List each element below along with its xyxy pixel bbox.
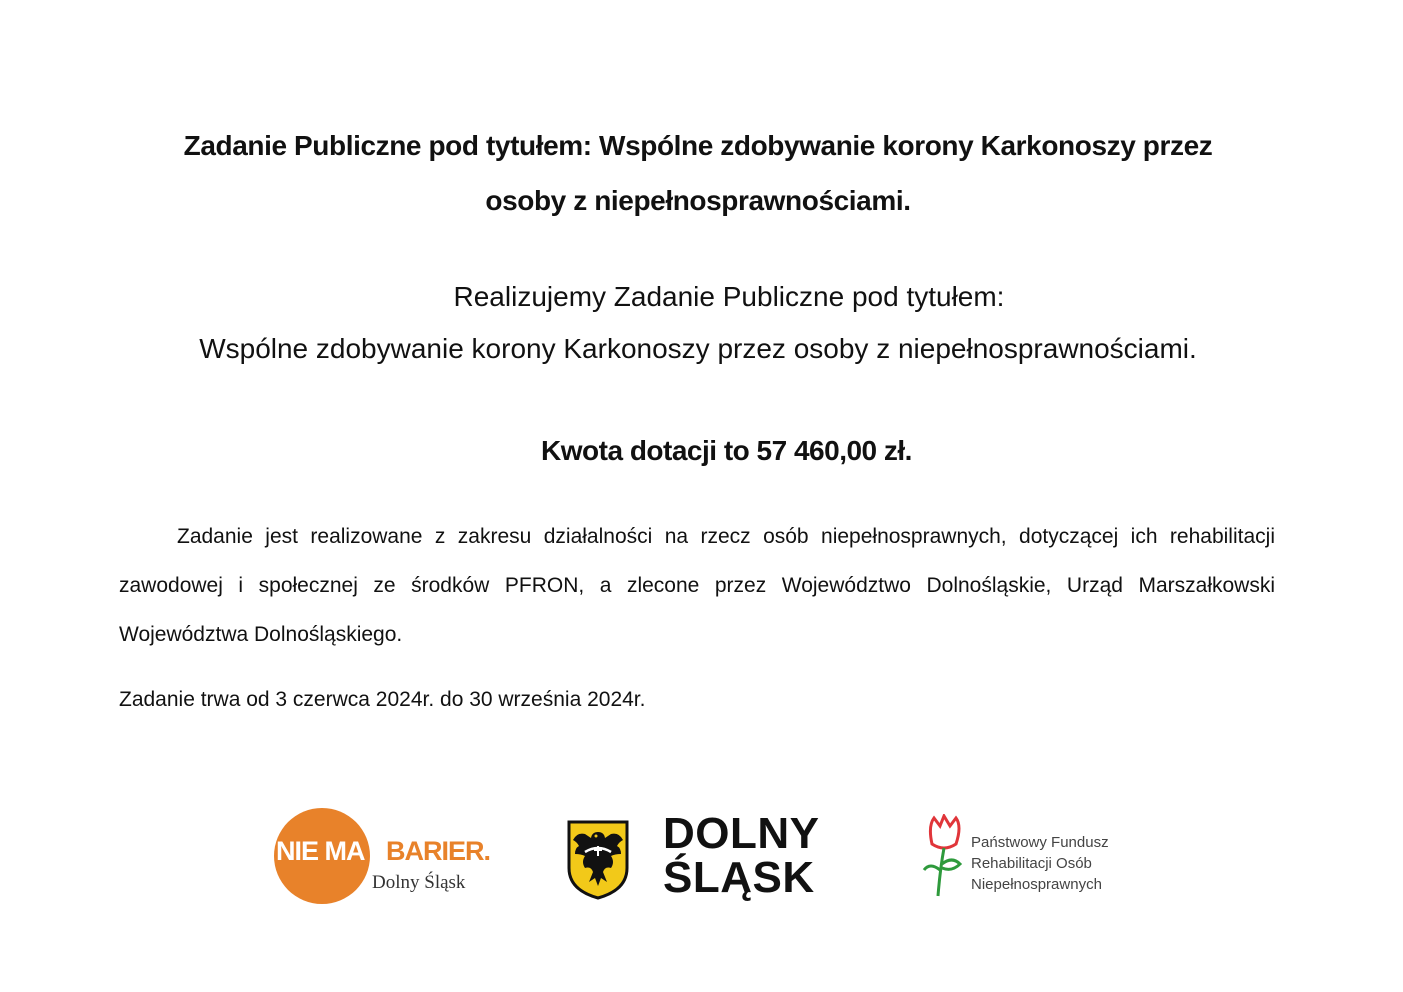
logo-barier-text: BARIER. — [386, 836, 491, 866]
nie-ma-barier-logo — [272, 806, 502, 906]
heading-line-2: osoby z niepełnosprawnościami. — [485, 185, 911, 216]
dolny-slask-line-1: DOLNY — [663, 809, 820, 858]
intro-line-2: Wspólne zdobywanie korony Karkonoszy przez osoby z niepełnosprawnościami. — [199, 333, 1197, 364]
pfron-line-2: Rehabilitacji Osób — [971, 855, 1092, 872]
dolny-slask-line-2: ŚLĄSK — [663, 853, 815, 902]
logo-nie-ma-text: NIE MA — [276, 836, 365, 866]
description-text: Zadanie jest realizowane z zakresu działalności na rzecz osób niepełnosprawnych, dotyczącej ich rehabilitacji zawodowej i społecznej ze środków PFRON, a zlecone przez Województwo Dolnośląskie, Urząd Marszałkowski Województwa Dolnośląskiego. — [119, 525, 1275, 646]
eagle-crest-icon — [567, 820, 629, 900]
pfron-logo-text — [971, 832, 1109, 895]
grant-amount: Kwota dotacji to 57 460,00 zł. — [541, 435, 912, 466]
duration-paragraph: Zadanie trwa od 3 czerwca 2024r. do 30 września 2024r. — [119, 688, 646, 711]
document-heading — [100, 118, 1296, 228]
pfron-line-1: Państwowy Fundusz — [971, 834, 1109, 851]
intro-line-1: Realizujemy Zadanie Publiczne pod tytułem: — [453, 281, 1005, 312]
heading-line-1: Zadanie Publiczne pod tytułem: Wspólne zdobywanie korony Karkonoszy przez — [183, 130, 1213, 161]
logo-dolny-slask-subtext: Dolny Śląsk — [372, 872, 466, 893]
description-paragraph — [119, 512, 1275, 659]
tulip-icon — [922, 814, 966, 898]
dolny-slask-logo — [663, 809, 820, 902]
pfron-line-3: Niepełnosprawnych — [971, 876, 1102, 893]
